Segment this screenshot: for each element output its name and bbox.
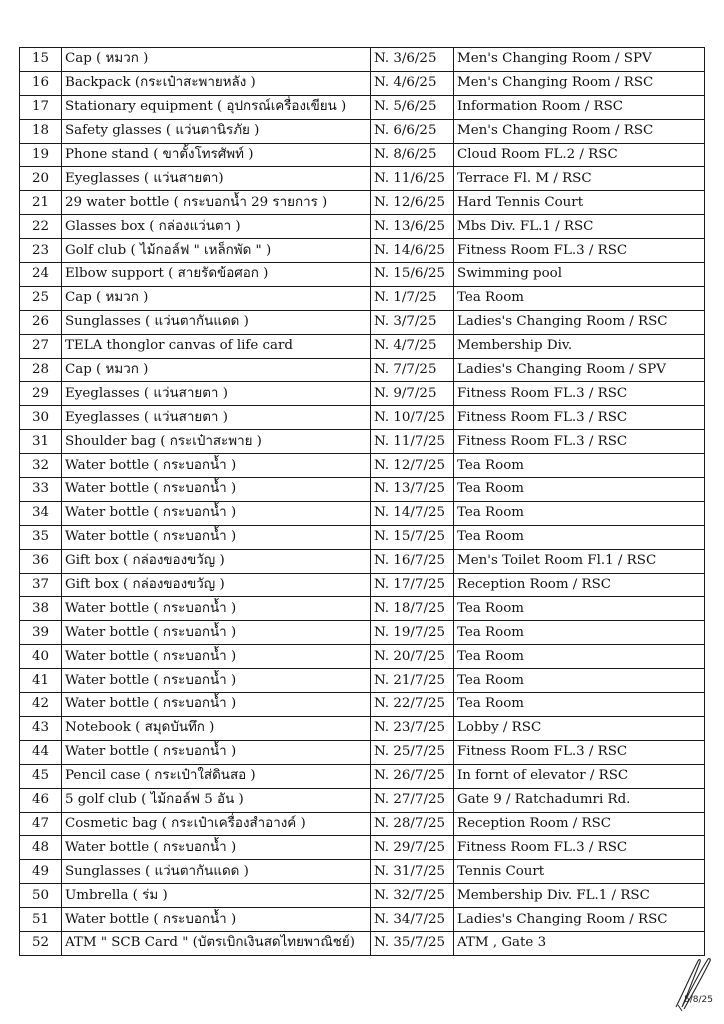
- item-code: N. 7/7/25: [371, 358, 454, 382]
- item-description: ATM " SCB Card " (บัตรเบิกเงินสดไทยพาณิชย์): [62, 931, 371, 955]
- table-row: [20, 573, 705, 597]
- item-code: N. 5/6/25: [371, 95, 454, 119]
- row-number: 44: [20, 740, 62, 764]
- item-description: Water bottle ( กระบอกน้ำ ): [62, 740, 371, 764]
- item-description: Golf club ( ไม้กอล์ฟ " เหล็กพัด " ): [62, 239, 371, 263]
- table-row: [20, 406, 705, 430]
- table-row: [20, 454, 705, 478]
- item-code: N. 13/7/25: [371, 478, 454, 502]
- table-row: [20, 597, 705, 621]
- found-location: Tea Room: [454, 645, 705, 669]
- item-code: N. 6/6/25: [371, 119, 454, 143]
- item-description: TELA thonglor canvas of life card: [62, 334, 371, 358]
- row-number: 27: [20, 334, 62, 358]
- item-code: N. 12/7/25: [371, 454, 454, 478]
- item-code: N. 25/7/25: [371, 740, 454, 764]
- item-description: Eyeglasses ( แว่นสายตา ): [62, 382, 371, 406]
- item-description: Eyeglasses ( แว่นสายตา): [62, 167, 371, 191]
- row-number: 26: [20, 310, 62, 334]
- found-location: Reception Room / RSC: [454, 573, 705, 597]
- item-code: N. 11/6/25: [371, 167, 454, 191]
- row-number: 41: [20, 669, 62, 693]
- item-code: N. 34/7/25: [371, 908, 454, 932]
- item-description: 5 golf club ( ไม้กอล์ฟ 5 อัน ): [62, 788, 371, 812]
- row-number: 21: [20, 191, 62, 215]
- found-location: Tea Room: [454, 525, 705, 549]
- item-code: N. 26/7/25: [371, 764, 454, 788]
- found-location: Men's Changing Room / SPV: [454, 48, 705, 72]
- item-description: Glasses box ( กล่องแว่นตา ): [62, 215, 371, 239]
- item-description: Water bottle ( กระบอกน้ำ ): [62, 501, 371, 525]
- row-number: 38: [20, 597, 62, 621]
- item-code: N. 35/7/25: [371, 931, 454, 955]
- row-number: 49: [20, 860, 62, 884]
- item-code: N. 15/7/25: [371, 525, 454, 549]
- row-number: 48: [20, 836, 62, 860]
- item-description: Phone stand ( ขาตั้งโทรศัพท์ ): [62, 143, 371, 167]
- found-location: Tea Room: [454, 597, 705, 621]
- table-row: [20, 621, 705, 645]
- item-code: N. 3/7/25: [371, 310, 454, 334]
- found-location: Gate 9 / Ratchadumri Rd.: [454, 788, 705, 812]
- row-number: 52: [20, 931, 62, 955]
- table-row: [20, 263, 705, 287]
- row-number: 28: [20, 358, 62, 382]
- item-code: N. 21/7/25: [371, 669, 454, 693]
- table-row: [20, 334, 705, 358]
- found-location: Swimming pool: [454, 263, 705, 287]
- found-location: Ladies's Changing Room / RSC: [454, 908, 705, 932]
- found-location: Tea Room: [454, 669, 705, 693]
- item-code: N. 14/7/25: [371, 501, 454, 525]
- item-description: Water bottle ( กระบอกน้ำ ): [62, 836, 371, 860]
- table-row: [20, 764, 705, 788]
- table-row: [20, 501, 705, 525]
- table-row: [20, 48, 705, 72]
- item-code: N. 27/7/25: [371, 788, 454, 812]
- table-row: [20, 812, 705, 836]
- table-row: [20, 549, 705, 573]
- found-location: Fitness Room FL.3 / RSC: [454, 740, 705, 764]
- item-code: N. 11/7/25: [371, 430, 454, 454]
- table-row: [20, 645, 705, 669]
- found-location: Fitness Room FL.3 / RSC: [454, 406, 705, 430]
- item-code: N. 3/6/25: [371, 48, 454, 72]
- table-row: [20, 693, 705, 717]
- item-description: Cap ( หมวก ): [62, 48, 371, 72]
- item-code: N. 1/7/25: [371, 286, 454, 310]
- item-description: Water bottle ( กระบอกน้ำ ): [62, 454, 371, 478]
- found-location: Ladies's Changing Room / RSC: [454, 310, 705, 334]
- table-row: [20, 788, 705, 812]
- found-location: Terrace Fl. M / RSC: [454, 167, 705, 191]
- row-number: 24: [20, 263, 62, 287]
- table-row: [20, 382, 705, 406]
- found-location: Information Room / RSC: [454, 95, 705, 119]
- found-location: Mbs Div. FL.1 / RSC: [454, 215, 705, 239]
- item-description: Safety glasses ( แว่นตานิรภัย ): [62, 119, 371, 143]
- table-row: [20, 167, 705, 191]
- signature-date: 5/8/25: [684, 995, 713, 1005]
- found-location: Membership Div. FL.1 / RSC: [454, 884, 705, 908]
- item-description: 29 water bottle ( กระบอกน้ำ 29 รายการ ): [62, 191, 371, 215]
- item-description: Water bottle ( กระบอกน้ำ ): [62, 597, 371, 621]
- item-description: Eyeglasses ( แว่นสายตา ): [62, 406, 371, 430]
- item-code: N. 13/6/25: [371, 215, 454, 239]
- row-number: 45: [20, 764, 62, 788]
- item-description: Sunglasses ( แว่นตากันแดด ): [62, 860, 371, 884]
- item-description: Elbow support ( สายรัดข้อศอก ): [62, 263, 371, 287]
- found-location: Tea Room: [454, 621, 705, 645]
- found-location: Fitness Room FL.3 / RSC: [454, 836, 705, 860]
- table-row: [20, 669, 705, 693]
- row-number: 35: [20, 525, 62, 549]
- item-description: Umbrella ( ร่ม ): [62, 884, 371, 908]
- row-number: 34: [20, 501, 62, 525]
- table-row: [20, 71, 705, 95]
- item-description: Water bottle ( กระบอกน้ำ ): [62, 621, 371, 645]
- item-description: Water bottle ( กระบอกน้ำ ): [62, 478, 371, 502]
- item-description: Water bottle ( กระบอกน้ำ ): [62, 669, 371, 693]
- found-location: Reception Room / RSC: [454, 812, 705, 836]
- found-location: In fornt of elevator / RSC: [454, 764, 705, 788]
- table-row: [20, 430, 705, 454]
- row-number: 17: [20, 95, 62, 119]
- item-description: Notebook ( สมุดบันทึก ): [62, 716, 371, 740]
- table-row: [20, 908, 705, 932]
- item-description: Cap ( หมวก ): [62, 286, 371, 310]
- row-number: 39: [20, 621, 62, 645]
- row-number: 29: [20, 382, 62, 406]
- found-location: Men's Toilet Room Fl.1 / RSC: [454, 549, 705, 573]
- item-description: Water bottle ( กระบอกน้ำ ): [62, 908, 371, 932]
- found-location: Hard Tennis Court: [454, 191, 705, 215]
- found-location: Tea Room: [454, 693, 705, 717]
- row-number: 46: [20, 788, 62, 812]
- row-number: 36: [20, 549, 62, 573]
- table-row: [20, 310, 705, 334]
- row-number: 31: [20, 430, 62, 454]
- table-row: [20, 358, 705, 382]
- found-location: Lobby / RSC: [454, 716, 705, 740]
- found-location: Cloud Room FL.2 / RSC: [454, 143, 705, 167]
- table-row: [20, 478, 705, 502]
- found-location: Ladies's Changing Room / SPV: [454, 358, 705, 382]
- table-row: [20, 95, 705, 119]
- item-code: N. 20/7/25: [371, 645, 454, 669]
- item-description: Cosmetic bag ( กระเป๋าเครื่องสำอางค์ ): [62, 812, 371, 836]
- row-number: 32: [20, 454, 62, 478]
- table-row: [20, 525, 705, 549]
- row-number: 50: [20, 884, 62, 908]
- row-number: 42: [20, 693, 62, 717]
- item-code: N. 15/6/25: [371, 263, 454, 287]
- item-code: N. 4/7/25: [371, 334, 454, 358]
- row-number: 47: [20, 812, 62, 836]
- row-number: 15: [20, 48, 62, 72]
- item-code: N. 22/7/25: [371, 693, 454, 717]
- item-code: N. 31/7/25: [371, 860, 454, 884]
- table-row: [20, 239, 705, 263]
- row-number: 33: [20, 478, 62, 502]
- table-row: [20, 836, 705, 860]
- row-number: 22: [20, 215, 62, 239]
- item-code: N. 23/7/25: [371, 716, 454, 740]
- item-description: Cap ( หมวก ): [62, 358, 371, 382]
- row-number: 30: [20, 406, 62, 430]
- item-code: N. 28/7/25: [371, 812, 454, 836]
- row-number: 18: [20, 119, 62, 143]
- row-number: 37: [20, 573, 62, 597]
- table-row: [20, 286, 705, 310]
- table-row: [20, 884, 705, 908]
- item-code: N. 9/7/25: [371, 382, 454, 406]
- found-location: Tea Room: [454, 286, 705, 310]
- item-code: N. 29/7/25: [371, 836, 454, 860]
- row-number: 23: [20, 239, 62, 263]
- found-location: Men's Changing Room / RSC: [454, 71, 705, 95]
- item-code: N. 10/7/25: [371, 406, 454, 430]
- found-location: Fitness Room FL.3 / RSC: [454, 382, 705, 406]
- found-location: Men's Changing Room / RSC: [454, 119, 705, 143]
- item-code: N. 17/7/25: [371, 573, 454, 597]
- found-location: Tennis Court: [454, 860, 705, 884]
- lost-items-table-body: [20, 48, 705, 956]
- item-code: N. 8/6/25: [371, 143, 454, 167]
- row-number: 19: [20, 143, 62, 167]
- item-description: Shoulder bag ( กระเป๋าสะพาย ): [62, 430, 371, 454]
- row-number: 20: [20, 167, 62, 191]
- found-location: Fitness Room FL.3 / RSC: [454, 239, 705, 263]
- lost-items-table: [19, 47, 705, 956]
- item-description: Gift box ( กล่องของขวัญ ): [62, 573, 371, 597]
- found-location: Tea Room: [454, 501, 705, 525]
- found-location: Tea Room: [454, 478, 705, 502]
- item-description: Gift box ( กล่องของขวัญ ): [62, 549, 371, 573]
- found-location: Tea Room: [454, 454, 705, 478]
- item-code: N. 14/6/25: [371, 239, 454, 263]
- item-description: Water bottle ( กระบอกน้ำ ): [62, 645, 371, 669]
- item-code: N. 12/6/25: [371, 191, 454, 215]
- table-row: [20, 143, 705, 167]
- item-code: N. 19/7/25: [371, 621, 454, 645]
- item-code: N. 16/7/25: [371, 549, 454, 573]
- item-code: N. 4/6/25: [371, 71, 454, 95]
- table-row: [20, 716, 705, 740]
- item-code: N. 32/7/25: [371, 884, 454, 908]
- item-description: Sunglasses ( แว่นตากันแดด ): [62, 310, 371, 334]
- item-description: Water bottle ( กระบอกน้ำ ): [62, 693, 371, 717]
- found-location: Fitness Room FL.3 / RSC: [454, 430, 705, 454]
- item-description: Water bottle ( กระบอกน้ำ ): [62, 525, 371, 549]
- row-number: 51: [20, 908, 62, 932]
- item-code: N. 18/7/25: [371, 597, 454, 621]
- row-number: 25: [20, 286, 62, 310]
- table-row: [20, 860, 705, 884]
- row-number: 16: [20, 71, 62, 95]
- row-number: 43: [20, 716, 62, 740]
- found-location: Membership Div.: [454, 334, 705, 358]
- table-row: [20, 931, 705, 955]
- item-description: Backpack (กระเป๋าสะพายหลัง ): [62, 71, 371, 95]
- item-description: Stationary equipment ( อุปกรณ์เครื่องเขียน ): [62, 95, 371, 119]
- item-description: Pencil case ( กระเป๋าใส่ดินสอ ): [62, 764, 371, 788]
- found-location: ATM , Gate 3: [454, 931, 705, 955]
- table-row: [20, 191, 705, 215]
- handwritten-signature: [668, 955, 718, 1015]
- table-row: [20, 740, 705, 764]
- table-row: [20, 119, 705, 143]
- row-number: 40: [20, 645, 62, 669]
- table-row: [20, 215, 705, 239]
